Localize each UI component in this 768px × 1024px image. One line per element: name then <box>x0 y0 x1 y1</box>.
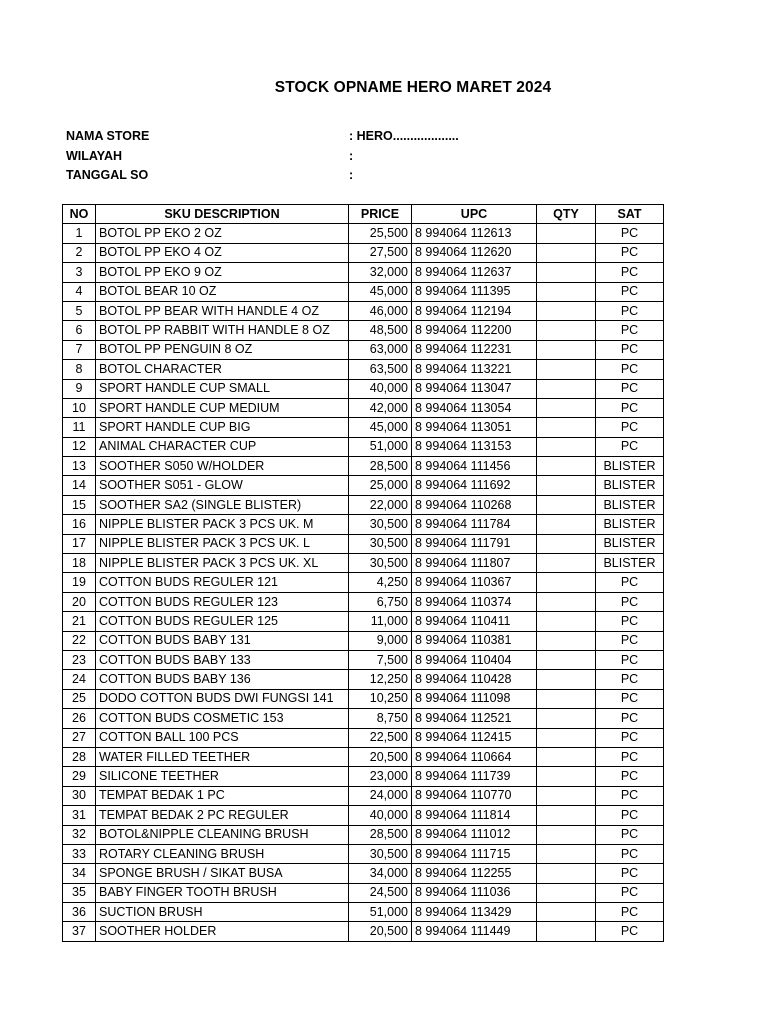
cell-qty-input[interactable] <box>537 670 596 689</box>
cell-qty-input[interactable] <box>537 728 596 747</box>
cell-unit: PC <box>596 709 664 728</box>
cell-price: 7,500 <box>349 650 412 669</box>
cell-unit: PC <box>596 437 664 456</box>
col-header-no: NO <box>63 205 96 224</box>
table-row <box>63 747 664 766</box>
cell-price: 46,000 <box>349 301 412 320</box>
cell-unit: PC <box>596 282 664 301</box>
cell-price: 45,000 <box>349 418 412 437</box>
cell-price: 45,000 <box>349 282 412 301</box>
cell-price: 51,000 <box>349 437 412 456</box>
table-row <box>63 612 664 631</box>
cell-upc: 8 994064 112415 <box>412 728 537 747</box>
table-row <box>63 922 664 941</box>
cell-no: 37 <box>63 922 96 941</box>
cell-price: 20,500 <box>349 747 412 766</box>
cell-no: 14 <box>63 476 96 495</box>
cell-unit: PC <box>596 747 664 766</box>
cell-unit: PC <box>596 825 664 844</box>
cell-no: 7 <box>63 340 96 359</box>
cell-no: 28 <box>63 747 96 766</box>
cell-qty-input[interactable] <box>537 418 596 437</box>
cell-upc: 8 994064 110381 <box>412 631 537 650</box>
cell-sku-description: BOTOL PP EKO 2 OZ <box>96 224 349 243</box>
cell-price: 27,500 <box>349 243 412 262</box>
cell-sku-description: BABY FINGER TOOTH BRUSH <box>96 883 349 902</box>
cell-unit: PC <box>596 631 664 650</box>
cell-upc: 8 994064 113047 <box>412 379 537 398</box>
cell-upc: 8 994064 110428 <box>412 670 537 689</box>
cell-unit: BLISTER <box>596 515 664 534</box>
table-row <box>63 689 664 708</box>
cell-sku-description: TEMPAT BEDAK 1 PC <box>96 786 349 805</box>
cell-unit: BLISTER <box>596 554 664 573</box>
cell-qty-input[interactable] <box>537 573 596 592</box>
cell-upc: 8 994064 113054 <box>412 398 537 417</box>
cell-unit: PC <box>596 767 664 786</box>
cell-qty-input[interactable] <box>537 476 596 495</box>
cell-unit: PC <box>596 883 664 902</box>
cell-qty-input[interactable] <box>537 301 596 320</box>
cell-price: 4,250 <box>349 573 412 592</box>
cell-no: 36 <box>63 903 96 922</box>
cell-price: 30,500 <box>349 554 412 573</box>
cell-qty-input[interactable] <box>537 612 596 631</box>
table-row <box>63 301 664 320</box>
cell-no: 13 <box>63 457 96 476</box>
cell-upc: 8 994064 111449 <box>412 922 537 941</box>
cell-upc: 8 994064 111784 <box>412 515 537 534</box>
cell-sku-description: SILICONE TEETHER <box>96 767 349 786</box>
cell-upc: 8 994064 112613 <box>412 224 537 243</box>
cell-no: 18 <box>63 554 96 573</box>
cell-sku-description: COTTON BUDS BABY 133 <box>96 650 349 669</box>
cell-sku-description: COTTON BUDS REGULER 125 <box>96 612 349 631</box>
cell-sku-description: NIPPLE BLISTER PACK 3 PCS UK. XL <box>96 554 349 573</box>
cell-qty-input[interactable] <box>537 495 596 514</box>
cell-price: 63,500 <box>349 360 412 379</box>
cell-unit: PC <box>596 728 664 747</box>
cell-upc: 8 994064 111739 <box>412 767 537 786</box>
cell-unit: PC <box>596 650 664 669</box>
cell-price: 42,000 <box>349 398 412 417</box>
cell-qty-input[interactable] <box>537 786 596 805</box>
cell-qty-input[interactable] <box>537 554 596 573</box>
cell-qty-input[interactable] <box>537 747 596 766</box>
table-row <box>63 670 664 689</box>
cell-upc: 8 994064 111715 <box>412 844 537 863</box>
cell-no: 11 <box>63 418 96 437</box>
info-label-date: TANGGAL SO <box>66 168 149 182</box>
cell-upc: 8 994064 110404 <box>412 650 537 669</box>
cell-upc: 8 994064 111012 <box>412 825 537 844</box>
cell-no: 26 <box>63 709 96 728</box>
cell-no: 10 <box>63 398 96 417</box>
table-row <box>63 263 664 282</box>
cell-upc: 8 994064 111692 <box>412 476 537 495</box>
cell-upc: 8 994064 111814 <box>412 806 537 825</box>
cell-qty-input[interactable] <box>537 631 596 650</box>
cell-sku-description: COTTON BUDS REGULER 123 <box>96 592 349 611</box>
cell-price: 25,500 <box>349 224 412 243</box>
cell-sku-description: COTTON BUDS REGULER 121 <box>96 573 349 592</box>
cell-price: 34,000 <box>349 864 412 883</box>
cell-no: 3 <box>63 263 96 282</box>
cell-sku-description: WATER FILLED TEETHER <box>96 747 349 766</box>
cell-sku-description: SPORT HANDLE CUP MEDIUM <box>96 398 349 417</box>
cell-upc: 8 994064 111456 <box>412 457 537 476</box>
cell-sku-description: BOTOL PP EKO 4 OZ <box>96 243 349 262</box>
cell-qty-input[interactable] <box>537 398 596 417</box>
cell-qty-input[interactable] <box>537 903 596 922</box>
table-row <box>63 767 664 786</box>
cell-qty-input[interactable] <box>537 592 596 611</box>
cell-qty-input[interactable] <box>537 360 596 379</box>
cell-sku-description: SOOTHER S051 - GLOW <box>96 476 349 495</box>
cell-unit: PC <box>596 321 664 340</box>
cell-unit: PC <box>596 670 664 689</box>
table-row <box>63 476 664 495</box>
cell-unit: BLISTER <box>596 476 664 495</box>
cell-qty-input[interactable] <box>537 650 596 669</box>
cell-qty-input[interactable] <box>537 864 596 883</box>
info-value-date: : <box>349 168 354 182</box>
col-header-price: PRICE <box>349 205 412 224</box>
cell-no: 29 <box>63 767 96 786</box>
cell-sku-description: COTTON BUDS COSMETIC 153 <box>96 709 349 728</box>
cell-no: 20 <box>63 592 96 611</box>
cell-no: 4 <box>63 282 96 301</box>
table-row <box>63 650 664 669</box>
info-label-region: WILAYAH <box>66 149 123 163</box>
cell-price: 22,000 <box>349 495 412 514</box>
cell-unit: PC <box>596 263 664 282</box>
cell-sku-description: ANIMAL CHARACTER CUP <box>96 437 349 456</box>
table-row <box>63 360 664 379</box>
table-row <box>63 243 664 262</box>
cell-qty-input[interactable] <box>537 515 596 534</box>
cell-sku-description: BOTOL&NIPPLE CLEANING BRUSH <box>96 825 349 844</box>
cell-upc: 8 994064 110770 <box>412 786 537 805</box>
cell-unit: PC <box>596 224 664 243</box>
col-header-sat: SAT <box>596 205 664 224</box>
table-row <box>63 864 664 883</box>
cell-sku-description: BOTOL PP PENGUIN 8 OZ <box>96 340 349 359</box>
cell-upc: 8 994064 112194 <box>412 301 537 320</box>
table-row <box>63 418 664 437</box>
cell-unit: PC <box>596 689 664 708</box>
cell-unit: PC <box>596 903 664 922</box>
cell-price: 30,500 <box>349 844 412 863</box>
cell-no: 8 <box>63 360 96 379</box>
table-row <box>63 573 664 592</box>
table-row <box>63 844 664 863</box>
cell-upc: 8 994064 110268 <box>412 495 537 514</box>
cell-price: 24,000 <box>349 786 412 805</box>
cell-qty-input[interactable] <box>537 457 596 476</box>
cell-unit: PC <box>596 592 664 611</box>
cell-qty-input[interactable] <box>537 379 596 398</box>
cell-no: 34 <box>63 864 96 883</box>
cell-qty-input[interactable] <box>537 883 596 902</box>
col-header-sku: SKU DESCRIPTION <box>96 205 349 224</box>
col-header-qty: QTY <box>537 205 596 224</box>
cell-no: 6 <box>63 321 96 340</box>
cell-price: 28,500 <box>349 825 412 844</box>
table-row <box>63 592 664 611</box>
cell-no: 24 <box>63 670 96 689</box>
cell-no: 1 <box>63 224 96 243</box>
cell-qty-input[interactable] <box>537 282 596 301</box>
cell-qty-input[interactable] <box>537 224 596 243</box>
cell-upc: 8 994064 113051 <box>412 418 537 437</box>
cell-sku-description: BOTOL PP EKO 9 OZ <box>96 263 349 282</box>
cell-no: 23 <box>63 650 96 669</box>
table-row <box>63 534 664 553</box>
cell-upc: 8 994064 112620 <box>412 243 537 262</box>
cell-unit: BLISTER <box>596 457 664 476</box>
cell-upc: 8 994064 112255 <box>412 864 537 883</box>
cell-price: 9,000 <box>349 631 412 650</box>
cell-upc: 8 994064 111807 <box>412 554 537 573</box>
cell-upc: 8 994064 112521 <box>412 709 537 728</box>
cell-qty-input[interactable] <box>537 806 596 825</box>
cell-qty-input[interactable] <box>537 437 596 456</box>
table-header-row <box>63 205 664 224</box>
cell-price: 20,500 <box>349 922 412 941</box>
cell-no: 17 <box>63 534 96 553</box>
cell-unit: PC <box>596 786 664 805</box>
cell-no: 33 <box>63 844 96 863</box>
cell-unit: PC <box>596 340 664 359</box>
table-row <box>63 709 664 728</box>
cell-no: 15 <box>63 495 96 514</box>
cell-sku-description: BOTOL PP RABBIT WITH HANDLE 8 OZ <box>96 321 349 340</box>
table-row <box>63 631 664 650</box>
cell-unit: PC <box>596 612 664 631</box>
cell-no: 21 <box>63 612 96 631</box>
cell-unit: PC <box>596 922 664 941</box>
table-body <box>63 224 664 941</box>
cell-unit: PC <box>596 360 664 379</box>
cell-qty-input[interactable] <box>537 340 596 359</box>
cell-no: 16 <box>63 515 96 534</box>
cell-sku-description: BOTOL BEAR 10 OZ <box>96 282 349 301</box>
stock-table <box>62 204 664 942</box>
cell-price: 32,000 <box>349 263 412 282</box>
cell-no: 27 <box>63 728 96 747</box>
table-row <box>63 728 664 747</box>
cell-sku-description: SPORT HANDLE CUP BIG <box>96 418 349 437</box>
table-row <box>63 457 664 476</box>
cell-sku-description: COTTON BUDS BABY 131 <box>96 631 349 650</box>
cell-price: 6,750 <box>349 592 412 611</box>
table-row <box>63 282 664 301</box>
cell-price: 10,250 <box>349 689 412 708</box>
cell-price: 63,000 <box>349 340 412 359</box>
table-row <box>63 515 664 534</box>
cell-sku-description: DODO COTTON BUDS DWI FUNGSI 141 <box>96 689 349 708</box>
cell-price: 30,500 <box>349 534 412 553</box>
cell-qty-input[interactable] <box>537 825 596 844</box>
cell-qty-input[interactable] <box>537 709 596 728</box>
cell-sku-description: COTTON BUDS BABY 136 <box>96 670 349 689</box>
cell-upc: 8 994064 112231 <box>412 340 537 359</box>
table-row <box>63 437 664 456</box>
cell-unit: PC <box>596 243 664 262</box>
cell-qty-input[interactable] <box>537 321 596 340</box>
table-row <box>63 825 664 844</box>
cell-unit: PC <box>596 301 664 320</box>
cell-sku-description: NIPPLE BLISTER PACK 3 PCS UK. L <box>96 534 349 553</box>
cell-no: 35 <box>63 883 96 902</box>
cell-price: 23,000 <box>349 767 412 786</box>
cell-sku-description: TEMPAT BEDAK 2 PC REGULER <box>96 806 349 825</box>
cell-upc: 8 994064 111098 <box>412 689 537 708</box>
info-value-store: : HERO................... <box>349 129 459 143</box>
cell-no: 19 <box>63 573 96 592</box>
cell-upc: 8 994064 110374 <box>412 592 537 611</box>
cell-sku-description: BOTOL CHARACTER <box>96 360 349 379</box>
cell-unit: PC <box>596 806 664 825</box>
cell-sku-description: SPORT HANDLE CUP SMALL <box>96 379 349 398</box>
cell-no: 2 <box>63 243 96 262</box>
cell-price: 51,000 <box>349 903 412 922</box>
table-row <box>63 379 664 398</box>
cell-sku-description: BOTOL PP BEAR WITH HANDLE 4 OZ <box>96 301 349 320</box>
cell-price: 25,000 <box>349 476 412 495</box>
cell-unit: BLISTER <box>596 495 664 514</box>
cell-no: 25 <box>63 689 96 708</box>
cell-unit: PC <box>596 379 664 398</box>
cell-unit: PC <box>596 573 664 592</box>
table-row <box>63 398 664 417</box>
cell-no: 9 <box>63 379 96 398</box>
cell-no: 30 <box>63 786 96 805</box>
table-row <box>63 224 664 243</box>
cell-sku-description: SOOTHER SA2 (SINGLE BLISTER) <box>96 495 349 514</box>
cell-upc: 8 994064 110367 <box>412 573 537 592</box>
cell-no: 32 <box>63 825 96 844</box>
cell-qty-input[interactable] <box>537 534 596 553</box>
table-row <box>63 903 664 922</box>
cell-unit: BLISTER <box>596 534 664 553</box>
cell-qty-input[interactable] <box>537 844 596 863</box>
table-row <box>63 786 664 805</box>
page-title: STOCK OPNAME HERO MARET 2024 <box>274 79 552 96</box>
cell-unit: PC <box>596 398 664 417</box>
table-row <box>63 495 664 514</box>
info-value-region: : <box>349 149 354 163</box>
cell-no: 31 <box>63 806 96 825</box>
col-header-upc: UPC <box>412 205 537 224</box>
cell-upc: 8 994064 112637 <box>412 263 537 282</box>
cell-upc: 8 994064 110664 <box>412 747 537 766</box>
cell-price: 30,500 <box>349 515 412 534</box>
cell-qty-input[interactable] <box>537 243 596 262</box>
cell-sku-description: SUCTION BRUSH <box>96 903 349 922</box>
cell-price: 40,000 <box>349 806 412 825</box>
cell-sku-description: NIPPLE BLISTER PACK 3 PCS UK. M <box>96 515 349 534</box>
cell-sku-description: SPONGE BRUSH / SIKAT BUSA <box>96 864 349 883</box>
cell-price: 24,500 <box>349 883 412 902</box>
table-row <box>63 806 664 825</box>
cell-price: 28,500 <box>349 457 412 476</box>
cell-sku-description: COTTON BALL 100 PCS <box>96 728 349 747</box>
cell-unit: PC <box>596 844 664 863</box>
cell-sku-description: SOOTHER HOLDER <box>96 922 349 941</box>
cell-price: 8,750 <box>349 709 412 728</box>
cell-no: 12 <box>63 437 96 456</box>
cell-qty-input[interactable] <box>537 689 596 708</box>
table-row <box>63 340 664 359</box>
cell-qty-input[interactable] <box>537 767 596 786</box>
cell-price: 11,000 <box>349 612 412 631</box>
table-row <box>63 321 664 340</box>
cell-sku-description: ROTARY CLEANING BRUSH <box>96 844 349 863</box>
cell-upc: 8 994064 113221 <box>412 360 537 379</box>
cell-qty-input[interactable] <box>537 263 596 282</box>
cell-upc: 8 994064 111395 <box>412 282 537 301</box>
cell-upc: 8 994064 111791 <box>412 534 537 553</box>
cell-upc: 8 994064 112200 <box>412 321 537 340</box>
cell-price: 48,500 <box>349 321 412 340</box>
cell-unit: PC <box>596 418 664 437</box>
cell-upc: 8 994064 113429 <box>412 903 537 922</box>
cell-price: 40,000 <box>349 379 412 398</box>
cell-no: 5 <box>63 301 96 320</box>
cell-upc: 8 994064 111036 <box>412 883 537 902</box>
cell-no: 22 <box>63 631 96 650</box>
table-row <box>63 554 664 573</box>
cell-upc: 8 994064 113153 <box>412 437 537 456</box>
cell-upc: 8 994064 110411 <box>412 612 537 631</box>
cell-sku-description: SOOTHER S050 W/HOLDER <box>96 457 349 476</box>
table-row <box>63 883 664 902</box>
cell-unit: PC <box>596 864 664 883</box>
cell-price: 12,250 <box>349 670 412 689</box>
cell-qty-input[interactable] <box>537 922 596 941</box>
cell-price: 22,500 <box>349 728 412 747</box>
info-label-store: NAMA STORE <box>66 129 150 143</box>
